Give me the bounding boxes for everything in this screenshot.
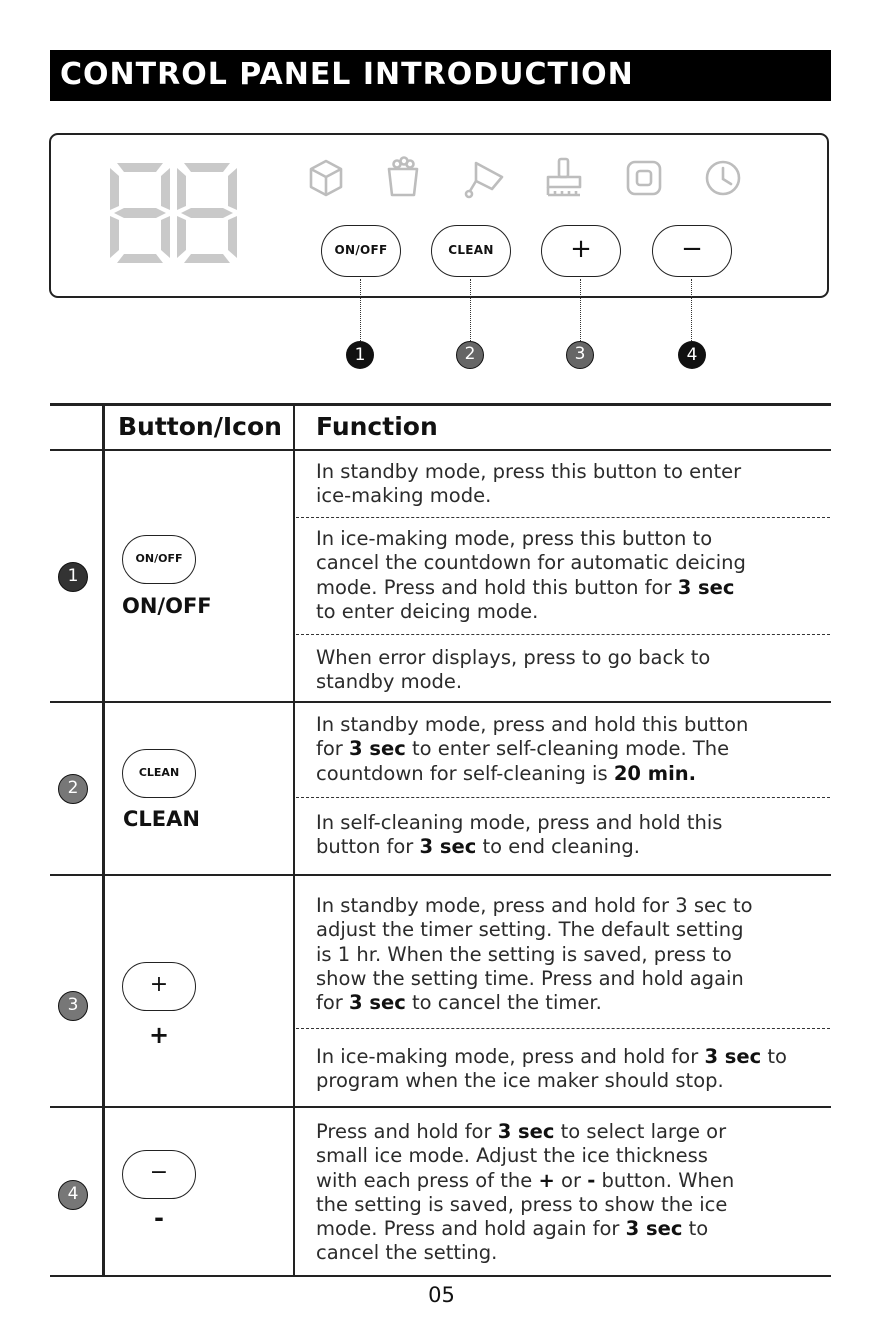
plus-panel-button[interactable]: + xyxy=(541,225,621,277)
table-header-rule xyxy=(50,449,831,451)
header-function: Function xyxy=(316,412,438,441)
minus-button-icon: − xyxy=(122,1150,196,1199)
callout-line xyxy=(360,279,361,341)
ice-scoop-icon xyxy=(462,155,508,201)
button-name: CLEAN xyxy=(123,807,200,831)
onoff-button-icon: ON/OFF xyxy=(122,535,196,584)
clean-button-icon: CLEAN xyxy=(122,749,196,798)
clean-panel-button[interactable]: CLEAN xyxy=(431,225,511,277)
section-title: CONTROL PANEL INTRODUCTION xyxy=(60,57,634,92)
function-text: In standby mode, press and hold for 3 sec to adjust the timer setting. The default setting is 1 hr. When the setting is saved, press to show the setting time. Press and hold again for 3 sec to cancel the timer. xyxy=(316,894,753,1015)
callout-line xyxy=(580,279,581,341)
page-number: 05 xyxy=(428,1283,455,1307)
callout-number-2: 2 xyxy=(456,341,484,369)
header-button-icon: Button/Icon xyxy=(118,412,282,441)
callout-line xyxy=(691,279,692,341)
callout-number-1: 1 xyxy=(346,341,374,369)
seven-segment-display xyxy=(110,163,240,263)
cleaning-brush-icon xyxy=(543,155,585,201)
function-separator xyxy=(296,797,830,798)
ice-basket-icon xyxy=(383,155,423,201)
function-text: In ice-making mode, press and hold for 3 sec to program when the ice maker should stop. xyxy=(316,1045,787,1093)
table-top-rule xyxy=(50,403,831,406)
column-divider xyxy=(293,404,295,1276)
section-title-bar xyxy=(50,50,831,101)
button-name: - xyxy=(154,1204,164,1232)
function-text: In standby mode, press and hold this button for 3 sec to enter self-cleaning mode. The countdown for self-cleaning is 20 min. xyxy=(316,713,749,785)
function-separator xyxy=(296,517,830,518)
function-separator xyxy=(296,1028,830,1029)
row-divider xyxy=(50,1106,831,1108)
plus-button-icon: + xyxy=(122,962,196,1011)
function-text: In self-cleaning mode, press and hold this button for 3 sec to end cleaning. xyxy=(316,811,723,859)
callout-number-4: 4 xyxy=(678,341,706,369)
callout-number-3: 3 xyxy=(566,341,594,369)
function-separator xyxy=(296,634,830,635)
row-number-1: 1 xyxy=(58,562,88,592)
ice-size-icon xyxy=(624,155,664,201)
callout-line xyxy=(470,279,471,341)
button-name: ON/OFF xyxy=(122,594,212,618)
column-divider xyxy=(102,404,105,1276)
row-number-2: 2 xyxy=(58,774,88,804)
ice-cube-icon xyxy=(306,155,346,201)
minus-panel-button[interactable]: − xyxy=(652,225,732,277)
table-bottom-rule xyxy=(50,1275,831,1277)
row-divider xyxy=(50,874,831,876)
row-number-3: 3 xyxy=(58,991,88,1021)
row-divider xyxy=(50,701,831,703)
function-text: In standby mode, press this button to enter ice-making mode. xyxy=(316,460,742,508)
clock-icon xyxy=(703,155,743,201)
row-number-4: 4 xyxy=(58,1180,88,1210)
function-text: In ice-making mode, press this button to cancel the countdown for automatic deicing mode. Press and hold this button for 3 sec to enter deicing mode. xyxy=(316,527,746,623)
function-text: Press and hold for 3 sec to select large or small ice mode. Adjust the ice thickness with each press of the + or - button. When the setting is saved, press to show the ice mode. Press and hold again for 3 sec to cancel the setting. xyxy=(316,1120,735,1265)
onoff-panel-button[interactable]: ON/OFF xyxy=(321,225,401,277)
function-text: When error displays, press to go back to standby mode. xyxy=(316,646,711,694)
button-name: + xyxy=(149,1021,170,1049)
